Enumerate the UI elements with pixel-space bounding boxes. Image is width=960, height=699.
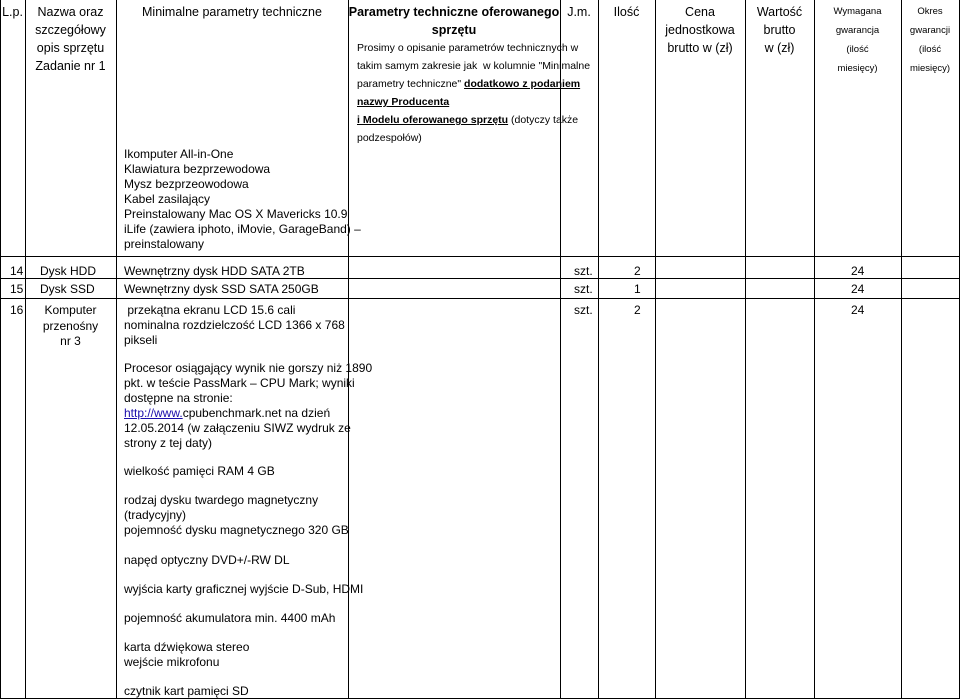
cpubenchmark-link[interactable]: http://www. <box>124 406 183 420</box>
header-offered-bold-2 <box>357 93 449 111</box>
laptop-audio-2: wejście mikrofonu <box>124 655 220 669</box>
laptop-optical: napęd optyczny DVD+/-RW DL <box>124 553 290 567</box>
header-offered-tail-1: (dotyczy także <box>508 114 579 126</box>
header-okres-1: Okres <box>917 6 943 17</box>
header-okres-2: gwarancji <box>909 25 951 36</box>
header-offered-title-1: Parametry techniczne oferowanego <box>348 5 560 19</box>
row15-lp: 15 <box>10 282 24 296</box>
laptop-hdd-2: (tradycyjny) <box>124 508 187 522</box>
header-min-params: Minimalne parametry techniczne <box>142 5 322 19</box>
row15-name: Dysk SSD <box>40 282 95 296</box>
row15-jm: szt. <box>574 282 593 296</box>
software-item-5: Preinstalowany Mac OS X Mavericks 10.9 <box>124 207 348 221</box>
header-name-3: opis sprzętu <box>36 41 105 55</box>
header-offered-line-5 <box>357 111 578 129</box>
header-okres-3: (ilość <box>918 44 942 55</box>
software-item-1: Ikomputer All-in-One <box>124 147 234 161</box>
header-cena-1: Cena <box>685 5 715 19</box>
laptop-cpu-2: pkt. w teście PassMark – CPU Mark; wyniki <box>124 376 355 390</box>
header-okres-4: miesięcy) <box>909 63 951 74</box>
header-offered-bold-3: i Modelu oferowanego sprzętu <box>357 114 509 126</box>
row15-spec: Wewnętrzny dysk SSD SATA 250GB <box>124 282 319 296</box>
laptop-audio-1: karta dźwiękowa stereo <box>124 640 250 654</box>
laptop-cpu-link-rest: cpubenchmark.net na dzień <box>182 406 331 420</box>
laptop-reader: czytnik kart pamięci SD <box>124 684 249 698</box>
header-name-1: Nazwa oraz <box>37 5 104 19</box>
header-ilosc: Ilość <box>613 5 640 19</box>
software-item-2: Klawiatura bezprzewodowa <box>124 162 271 176</box>
row16-jm: szt. <box>574 303 593 317</box>
header-cena-2: jednostkowa <box>665 23 735 37</box>
header-name-4: Zadanie nr 1 <box>35 59 106 73</box>
row-line-header <box>0 256 960 257</box>
col-line-1 <box>25 0 26 699</box>
header-jm: J.m. <box>567 5 591 19</box>
software-item-3: Mysz bezprzeowodowa <box>124 177 249 191</box>
laptop-vga: wyjścia karty graficznej wyjście D-Sub, HDMI <box>124 582 364 596</box>
laptop-battery: pojemność akumulatora min. 4400 mAh <box>124 611 336 625</box>
col-line-7 <box>745 0 746 699</box>
laptop-cpu-3: dostępne na stronie: <box>124 391 233 405</box>
header-gwar-1: Wymagana <box>833 6 882 17</box>
laptop-ram: wielkość pamięci RAM 4 GB <box>124 464 275 478</box>
header-offered-bold-1: dodatkowo z podaniem <box>464 78 581 90</box>
row-line-15 <box>0 298 960 299</box>
header-offered-title-2: sprzętu <box>431 23 477 37</box>
col-line-5 <box>598 0 599 699</box>
laptop-cpu-4 <box>124 405 330 421</box>
row16-name-1: Komputer <box>44 303 97 317</box>
col-line-8 <box>814 0 815 699</box>
col-line-9 <box>901 0 902 699</box>
laptop-cpu-6: strony z tej daty) <box>124 436 213 450</box>
col-line-2 <box>116 0 117 699</box>
software-item-6: iLife (zawiera iphoto, iMovie, GarageBand) – <box>124 222 361 236</box>
row15-qty: 1 <box>634 282 641 296</box>
col-line-6 <box>655 0 656 699</box>
row16-qty: 2 <box>634 303 641 317</box>
header-wartosc-3: w (zł) <box>764 41 795 55</box>
header-offered-tail-2: podzespołów) <box>357 132 422 144</box>
row16-warranty: 24 <box>851 303 865 317</box>
laptop-hdd-3: pojemność dysku magnetycznego 320 GB <box>124 523 349 537</box>
laptop-screen-3: pikseli <box>124 333 158 347</box>
laptop-hdd-1: rodzaj dysku twardego magnetyczny <box>124 493 319 507</box>
software-item-4: Kabel zasilający <box>124 192 211 206</box>
laptop-cpu-5: 12.05.2014 (w załączeniu SIWZ wydruk ze <box>124 421 351 435</box>
header-name-2: szczegółowy <box>35 23 106 37</box>
row16-name-3: nr 3 <box>60 334 81 348</box>
row14-spec: Wewnętrzny dysk HDD SATA 2TB <box>124 264 305 278</box>
header-offered-note-2: takim samym zakresie jak w kolumnie "Minimalne <box>357 60 591 72</box>
row14-jm: szt. <box>574 264 593 278</box>
laptop-screen-2: nominalna rozdzielczość LCD 1366 x 768 <box>124 318 345 332</box>
header-offered-bold-2-text: nazwy Producenta <box>357 96 450 108</box>
row14-name: Dysk HDD <box>40 264 96 278</box>
row15-warranty: 24 <box>851 282 865 296</box>
software-item-7: preinstalowany <box>124 237 205 251</box>
header-cena-3: brutto w (zł) <box>667 41 733 55</box>
row16-lp: 16 <box>10 303 24 317</box>
header-offered-note-3-text: parametry techniczne" <box>357 78 465 90</box>
header-gwar-3: (ilość <box>846 44 869 55</box>
header-offered-note-3 <box>357 75 580 93</box>
header-wartosc-1: Wartość <box>756 5 803 19</box>
row16-name-2: przenośny <box>42 319 99 333</box>
header-gwar-2: gwarancja <box>835 25 880 36</box>
row14-warranty: 24 <box>851 264 865 278</box>
col-line-0 <box>0 0 1 699</box>
laptop-screen-1: przekątna ekranu LCD 15.6 cali <box>124 303 296 317</box>
laptop-cpu-1: Procesor osiągający wynik nie gorszy niż 1890 <box>124 361 373 375</box>
header-wartosc-2: brutto <box>763 23 796 37</box>
col-line-4 <box>560 0 561 699</box>
header-offered-note-1: Prosimy o opisanie parametrów technicznych w <box>357 42 579 54</box>
header-lp: L.p. <box>2 5 23 19</box>
row14-lp: 14 <box>10 264 24 278</box>
row14-qty: 2 <box>634 264 641 278</box>
header-gwar-4: miesięcy) <box>837 63 878 74</box>
